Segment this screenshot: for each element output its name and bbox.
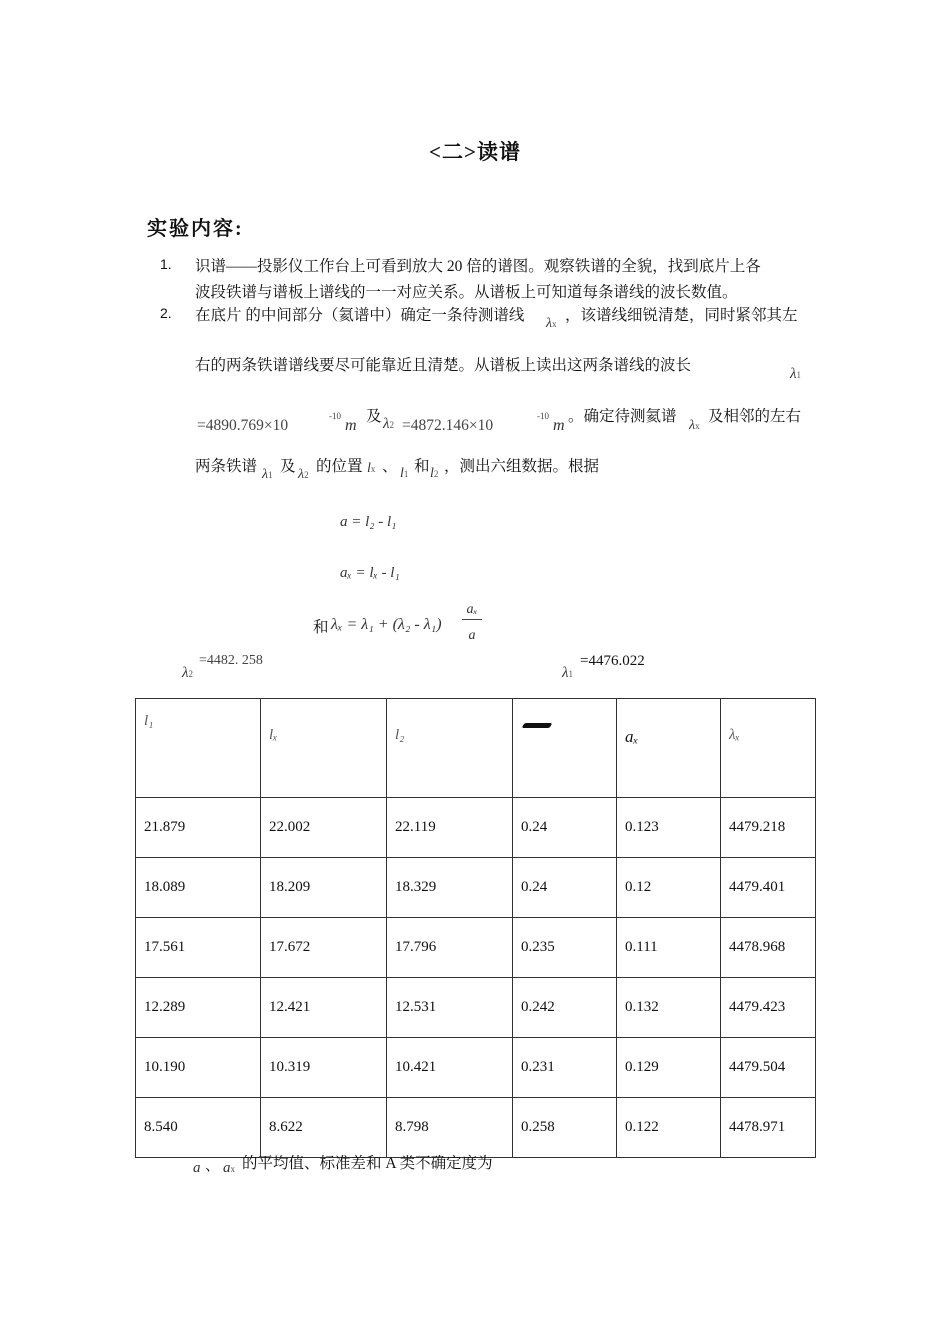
table-cell: 18.209	[261, 858, 387, 918]
item-2-line3-text: 。确定待测氦谱	[568, 408, 677, 425]
lambda2-value: =4482. 258	[199, 653, 263, 668]
table-row	[136, 858, 816, 918]
table-cell: 0.12	[617, 858, 721, 918]
table-cell: 10.190	[136, 1038, 261, 1098]
lambda-2-symbol-2: λ2	[298, 467, 309, 482]
lambda1-label: λ1	[562, 665, 573, 681]
item-2-line1: 在底片 的中间部分（氦谱中）确定一条待测谱线	[195, 307, 525, 324]
table-cell: 8.540	[136, 1098, 261, 1158]
lambda-1-symbol-2: λ1	[262, 467, 273, 482]
and-text: 及	[366, 408, 382, 425]
table-cell: 0.231	[513, 1038, 617, 1098]
table-cell: 12.421	[261, 978, 387, 1038]
header-l2: l₂	[387, 699, 513, 798]
table-cell: 12.531	[387, 978, 513, 1038]
table-cell: 0.122	[617, 1098, 721, 1158]
table-row	[136, 1098, 816, 1158]
table-cell: 10.319	[261, 1038, 387, 1098]
lambda-1-symbol: λ1	[790, 366, 801, 382]
item-1-line2: 波段铁谱与谱板上谱线的一一对应关系。从谱板上可知道每条谱线的波长数值。	[195, 284, 738, 301]
item-2-number: 2.	[160, 305, 172, 321]
table-row	[136, 1038, 816, 1098]
table-cell: 8.622	[261, 1098, 387, 1158]
table-cell: 0.111	[617, 918, 721, 978]
lambda-x-symbol-2: λx	[689, 418, 700, 433]
item-2-line4b: 及	[280, 458, 296, 475]
formula-fraction-denominator: a	[468, 628, 476, 643]
footer-separator: 、	[205, 1158, 221, 1174]
formula-a: a = l₂ - l₁	[340, 514, 397, 530]
page-title: <二>读谱	[429, 140, 521, 164]
item-1-number: 1.	[160, 256, 172, 272]
item-2-line4d: 、	[382, 458, 398, 475]
exp-1: -10	[329, 411, 341, 421]
item-2-line4f: ，测出六组数据。根据	[444, 458, 600, 475]
l-x-symbol: lx	[367, 461, 376, 476]
table-cell: 17.796	[387, 918, 513, 978]
item-1-line1: 识谱——投影仪工作台上可看到放大 20 倍的谱图。观察铁谱的全貌，找到底片上各	[195, 258, 761, 275]
table-cell: 4479.504	[721, 1038, 816, 1098]
section-heading: 实验内容:	[147, 218, 244, 240]
formula-and: 和	[313, 619, 329, 636]
lambda-2-symbol: λ2	[383, 416, 394, 432]
table-row	[136, 978, 816, 1038]
table-cell: 4479.423	[721, 978, 816, 1038]
table-cell: 0.123	[617, 798, 721, 858]
item-2-line2: 右的两条铁谱谱线要尽可能靠近且清楚。从谱板上读出这两条谱线的波长	[195, 357, 692, 374]
table-row	[136, 798, 816, 858]
header-lambda-x: λₓ	[721, 699, 816, 798]
formula-lambda-x: λₓ = λ₁ + (λ₂ - λ₁)	[331, 616, 442, 633]
table-cell: 0.24	[513, 798, 617, 858]
table-cell: 17.561	[136, 918, 261, 978]
table-cell: 21.879	[136, 798, 261, 858]
unit-2: m	[553, 417, 565, 434]
table-cell: 4479.218	[721, 798, 816, 858]
formula-ax: aₓ = lₓ - l₁	[340, 565, 400, 581]
table-cell: 8.798	[387, 1098, 513, 1158]
table-cell: 0.132	[617, 978, 721, 1038]
header-l1: l₁	[136, 699, 261, 798]
item-2-line4c: 的位置	[316, 458, 363, 475]
footer-a-symbol: a	[193, 1160, 201, 1176]
table-cell: 4478.971	[721, 1098, 816, 1158]
header-a	[513, 699, 617, 798]
table-cell: 12.289	[136, 978, 261, 1038]
l-2-symbol: l2	[430, 466, 439, 481]
header-lx: lₓ	[261, 699, 387, 798]
lambda-x-symbol: λx	[546, 316, 557, 331]
item-2-line3-tail: 及相邻的左右	[708, 408, 802, 425]
table-cell: 4479.401	[721, 858, 816, 918]
lambda1-equation: =4890.769×10	[197, 417, 289, 434]
item-2-line4e: 和	[414, 458, 430, 475]
table-cell: 22.119	[387, 798, 513, 858]
header-ax: aₓ	[617, 699, 721, 798]
footer-text: 的平均值、标准差和 A 类不确定度为	[242, 1155, 493, 1172]
table-cell: 18.089	[136, 858, 261, 918]
table-cell: 18.329	[387, 858, 513, 918]
table-cell: 0.24	[513, 858, 617, 918]
unit-1: m	[345, 417, 357, 434]
item-2-line1-tail: ，该谱线细锐清楚，同时紧邻其左	[565, 307, 798, 324]
table-cell: 22.002	[261, 798, 387, 858]
table-cell: 17.672	[261, 918, 387, 978]
table-header-row	[136, 699, 816, 798]
item-2-line4a: 两条铁谱	[195, 458, 258, 475]
lambda2-equation: =4872.146×10	[402, 417, 494, 434]
table-cell: 0.258	[513, 1098, 617, 1158]
table-cell: 4478.968	[721, 918, 816, 978]
table-cell: 0.235	[513, 918, 617, 978]
table-cell: 0.242	[513, 978, 617, 1038]
exp-2: -10	[537, 411, 549, 421]
formula-fraction-numerator: aₓ	[462, 602, 482, 620]
footer-ax-symbol: ax	[223, 1160, 235, 1176]
table-cell: 10.421	[387, 1038, 513, 1098]
header-a-glyph	[521, 721, 555, 730]
lambda2-label: λ2	[182, 665, 193, 681]
table-cell: 0.129	[617, 1038, 721, 1098]
measurement-table	[135, 698, 816, 1158]
table-row	[136, 918, 816, 978]
lambda1-value: =4476.022	[580, 653, 645, 669]
l-1-symbol: l1	[400, 466, 409, 481]
